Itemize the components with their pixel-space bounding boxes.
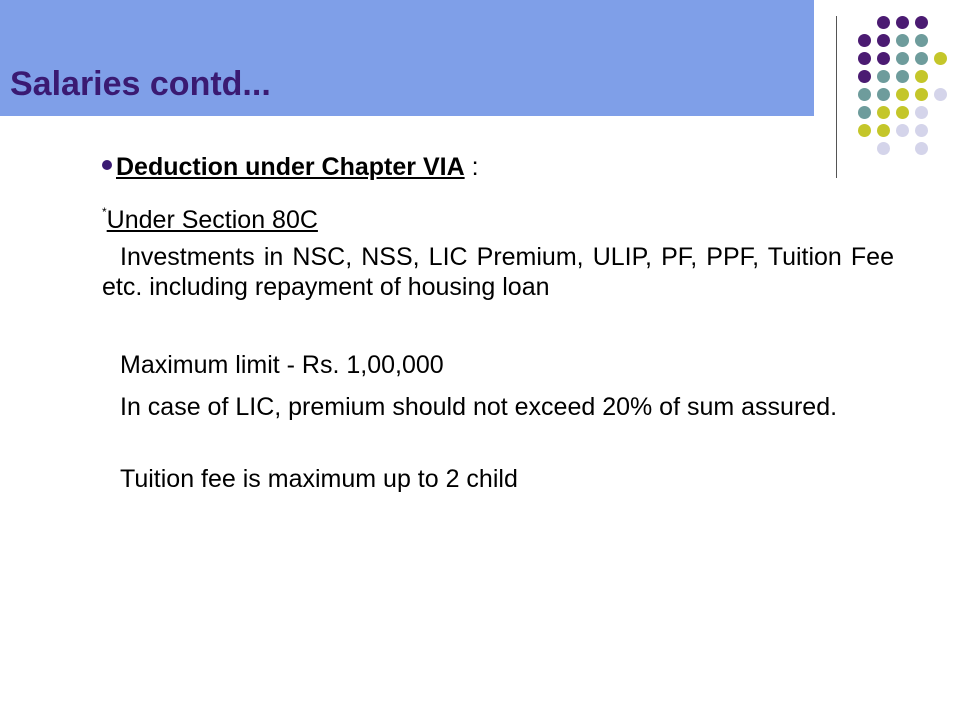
paragraph-tuition-fee: Tuition fee is maximum up to 2 child bbox=[120, 465, 518, 493]
decorative-dot bbox=[896, 124, 909, 137]
decorative-dot bbox=[877, 34, 890, 47]
decorative-dot bbox=[896, 70, 909, 83]
paragraph-maximum-limit: Maximum limit - Rs. 1,00,000 bbox=[120, 351, 444, 379]
section-80c-link[interactable]: Under Section 80C bbox=[106, 206, 318, 234]
decorative-dot bbox=[896, 106, 909, 119]
heading-line bbox=[102, 152, 479, 182]
decorative-dot bbox=[896, 34, 909, 47]
decorative-dot bbox=[858, 52, 871, 65]
paragraph-investments: Investments in NSC, NSS, LIC Premium, ULIP, PF, PPF, Tuition Fee etc. including repayment of housing loan bbox=[102, 243, 894, 301]
decorative-dot bbox=[915, 124, 928, 137]
decorative-dot bbox=[858, 124, 871, 137]
decorative-dot bbox=[915, 142, 928, 155]
decorative-dot bbox=[877, 70, 890, 83]
decorative-dot bbox=[877, 106, 890, 119]
slide-title: Salaries contd... bbox=[10, 65, 271, 103]
decorative-dot bbox=[915, 70, 928, 83]
decorative-dot bbox=[915, 34, 928, 47]
decorative-dot bbox=[858, 88, 871, 101]
bullet-icon bbox=[102, 160, 112, 170]
decorative-dot bbox=[934, 52, 947, 65]
decorative-dot bbox=[896, 88, 909, 101]
decorative-dot bbox=[915, 52, 928, 65]
decorative-dot bbox=[915, 106, 928, 119]
decorative-dot bbox=[858, 106, 871, 119]
decorative-dot bbox=[877, 16, 890, 29]
decorative-dot bbox=[877, 142, 890, 155]
paragraph-lic: In case of LIC, premium should not exceed 20% of sum assured. bbox=[120, 393, 838, 421]
subheading-line bbox=[102, 197, 318, 235]
decorative-dot bbox=[858, 70, 871, 83]
decorative-dot bbox=[896, 16, 909, 29]
decorative-dot bbox=[915, 88, 928, 101]
decorative-divider bbox=[836, 16, 837, 178]
decorative-dot bbox=[877, 124, 890, 137]
decorative-dot bbox=[934, 88, 947, 101]
asterisk-icon: * bbox=[102, 205, 107, 219]
decorative-dot bbox=[858, 34, 871, 47]
decorative-dot bbox=[915, 16, 928, 29]
decorative-dot bbox=[896, 52, 909, 65]
heading-suffix: : bbox=[464, 153, 479, 181]
decorative-dot bbox=[877, 52, 890, 65]
decorative-dot bbox=[877, 88, 890, 101]
heading-link[interactable]: Deduction under Chapter VIA bbox=[116, 153, 465, 181]
